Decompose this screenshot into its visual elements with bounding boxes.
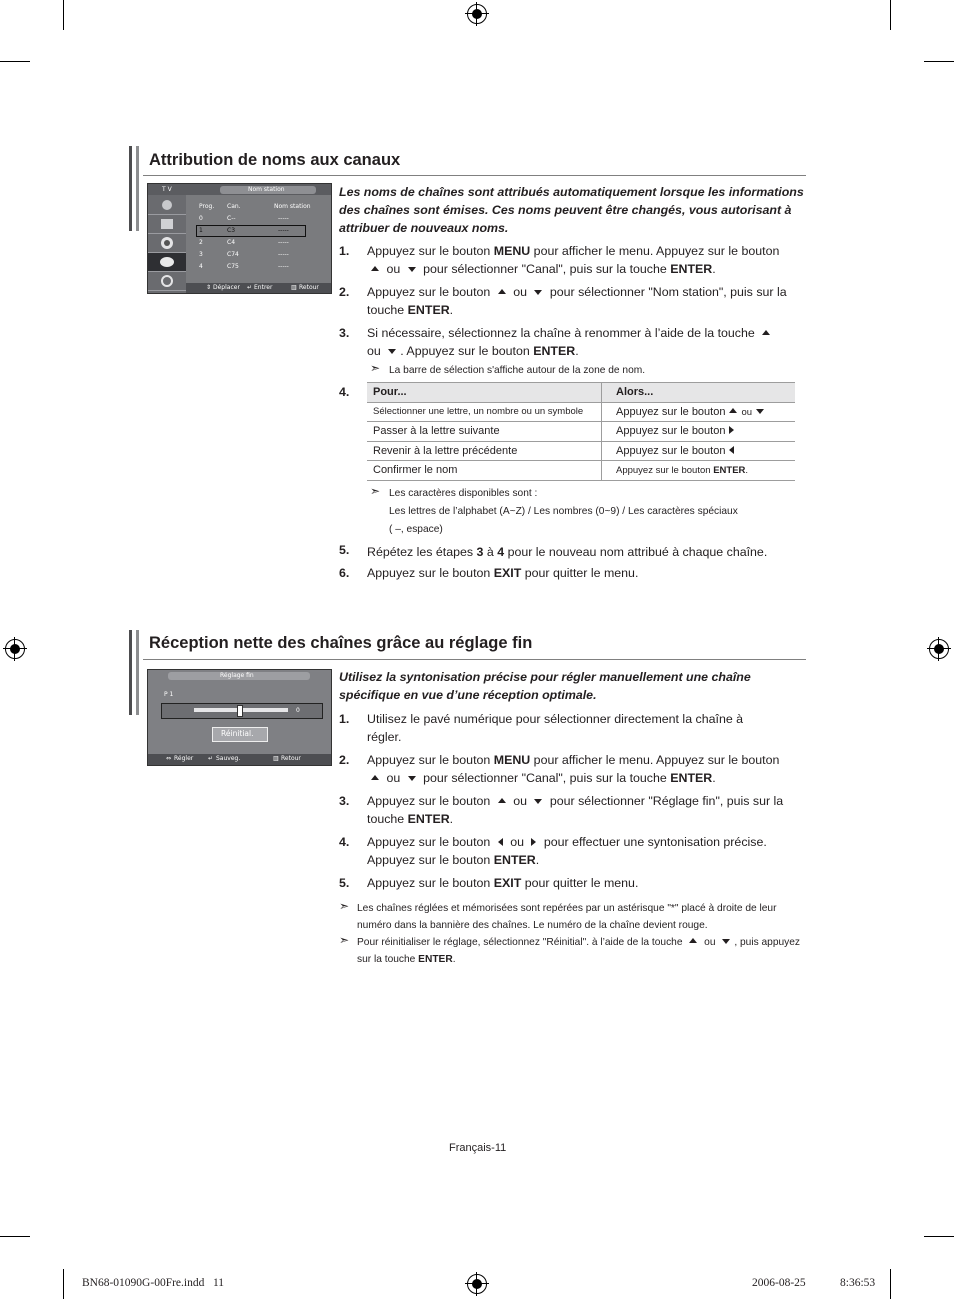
down-arrow-icon bbox=[408, 267, 416, 272]
page-number: Français-11 bbox=[449, 1142, 507, 1154]
screen-title: Nom station bbox=[248, 186, 285, 193]
note-text: Les caractères disponibles sont : bbox=[389, 488, 538, 499]
down-arrow-icon bbox=[388, 349, 396, 354]
return-icon: ▥ bbox=[273, 755, 279, 762]
section-intro: Utilisez la syntonisation précise pour régler manuellement une chaîne spécifique en vue d’une réception optimale. bbox=[339, 670, 751, 702]
table-row bbox=[367, 441, 795, 461]
row-prog: 3 bbox=[199, 251, 203, 258]
crop-mark bbox=[63, 1269, 64, 1299]
note-arrow-icon: ➣ bbox=[339, 933, 350, 947]
crop-mark bbox=[63, 0, 64, 30]
enter-icon: ↵ bbox=[247, 284, 253, 291]
sound-icon bbox=[148, 234, 186, 253]
note-text: ( –, espace) bbox=[389, 524, 443, 535]
row-can: C4 bbox=[227, 239, 236, 246]
note-arrow-icon: ➣ bbox=[370, 361, 381, 375]
left-arrow-icon bbox=[498, 838, 503, 846]
note-text: Les chaînes réglées et mémorisées sont repérées par un astérisque "*" placé à droite de leur numéro dans la bannière des chaînes. Le numéro de la chaîne devient rouge. bbox=[357, 903, 777, 931]
step-number: 4. bbox=[339, 835, 350, 849]
up-arrow-icon bbox=[371, 775, 379, 780]
table-cell-text: Appuyez sur le bouton bbox=[616, 405, 726, 418]
updown-icon: ⇕ bbox=[206, 284, 212, 291]
step-text: Appuyez sur le bouton MENU pour afficher le menu. Appuyez sur le bouton ou pour sélectionner "Canal", puis sur la touche ENTER. bbox=[367, 753, 780, 785]
crop-mark bbox=[924, 61, 954, 62]
screen-tab-label: T V bbox=[162, 186, 172, 193]
picture-icon bbox=[148, 215, 186, 234]
note-text: Pour réinitialiser le réglage, sélectionnez "Réinitial". à l’aide de la touche ou , puis appuyez sur la touche ENTER. bbox=[357, 937, 801, 965]
table-cell bbox=[602, 402, 796, 422]
table-cell: Confirmer le nom bbox=[367, 461, 602, 481]
footer-adjust: Régler bbox=[174, 755, 194, 762]
step-text: Appuyez sur le bouton ou pour sélectionner "Réglage fin", puis sur la touche ENTER. bbox=[367, 794, 784, 826]
reset-label: Réinitial. bbox=[221, 729, 254, 738]
step-number: 6. bbox=[339, 566, 350, 580]
down-arrow-icon bbox=[408, 776, 416, 781]
table-row bbox=[367, 402, 795, 422]
screen-title: Réglage fin bbox=[220, 672, 254, 679]
table-cell: Appuyez sur le bouton ENTER. bbox=[602, 461, 796, 481]
row-can: C74 bbox=[227, 251, 239, 258]
slider-value: 0 bbox=[296, 707, 300, 714]
row-prog: 1 bbox=[199, 227, 203, 234]
step-number: 3. bbox=[339, 794, 350, 808]
row-can: C75 bbox=[227, 263, 239, 270]
registration-mark-icon bbox=[467, 1274, 487, 1294]
leftright-icon: ⇔ bbox=[166, 755, 172, 762]
col-prog: Prog. bbox=[199, 203, 215, 210]
right-arrow-icon bbox=[531, 838, 536, 846]
col-can: Can. bbox=[227, 203, 241, 210]
down-arrow-icon bbox=[534, 799, 542, 804]
down-arrow-icon bbox=[722, 939, 730, 944]
row-can: C3 bbox=[227, 227, 236, 234]
step-number: 2. bbox=[339, 285, 350, 299]
up-arrow-icon bbox=[498, 289, 506, 294]
step-number: 5. bbox=[339, 543, 350, 557]
step-text: Utilisez le pavé numérique pour sélectionner directement la chaîne à régler. bbox=[367, 712, 744, 744]
table-cell-text: Appuyez sur le bouton bbox=[616, 444, 726, 457]
note-text: La barre de sélection s'affiche autour de la zone de nom. bbox=[389, 365, 646, 376]
crop-mark bbox=[0, 61, 30, 62]
footer-save: Sauveg. bbox=[216, 755, 241, 762]
table-cell-text: Appuyez sur le bouton bbox=[616, 464, 711, 476]
antenna-icon bbox=[148, 196, 186, 215]
registration-mark-icon bbox=[5, 639, 25, 659]
section-intro: Les noms de chaînes sont attribués automatiquement lorsque les informations des chaînes sont émises. Ces noms peuvent être changés, vous autorisant à attribuer de nouveaux noms. bbox=[339, 185, 804, 235]
table-cell: Sélectionner une lettre, un nombre ou un symbole bbox=[367, 402, 602, 422]
up-arrow-icon bbox=[729, 408, 737, 413]
step-text: Si nécessaire, sélectionnez la chaîne à renommer à l’aide de la touche ou . Appuyez sur le bouton ENTER. bbox=[367, 324, 787, 360]
row-name: ----- bbox=[278, 239, 289, 246]
section-rule bbox=[143, 175, 806, 176]
step-text: Appuyez sur le bouton MENU pour afficher le menu. Appuyez sur le bouton ou pour sélectionner "Canal", puis sur la touche ENTER. bbox=[367, 244, 780, 276]
registration-mark-icon bbox=[929, 639, 949, 659]
table-row bbox=[367, 461, 795, 481]
registration-mark-icon bbox=[467, 4, 487, 24]
table-cell: Passer à la lettre suivante bbox=[367, 422, 602, 442]
section-title: Attribution de noms aux canaux bbox=[149, 151, 401, 169]
program-number: P 1 bbox=[164, 691, 174, 698]
row-can: C-- bbox=[227, 215, 236, 222]
crop-mark bbox=[0, 1236, 30, 1237]
table-cell-text: Appuyez sur le bouton bbox=[616, 425, 726, 438]
setup-icon bbox=[148, 272, 186, 291]
section-rule bbox=[143, 659, 806, 660]
note-arrow-icon: ➣ bbox=[339, 899, 350, 913]
tv-screen-fine-tune bbox=[147, 669, 332, 766]
step-text: Appuyez sur le bouton ou pour effectuer une syntonisation précise. Appuyez sur le bouton ENTER. bbox=[367, 835, 767, 867]
table-header-row bbox=[367, 383, 795, 403]
up-arrow-icon bbox=[498, 798, 506, 803]
crop-mark bbox=[890, 1269, 891, 1299]
row-prog: 4 bbox=[199, 263, 203, 270]
right-arrow-icon bbox=[729, 426, 734, 434]
footer-move: Déplacer bbox=[213, 284, 240, 291]
table-header: Pour... bbox=[367, 383, 602, 403]
table-cell-text: ou bbox=[741, 406, 753, 418]
down-arrow-icon bbox=[756, 409, 764, 414]
channel-icon bbox=[148, 253, 186, 272]
step-number: 5. bbox=[339, 876, 350, 890]
step-number: 1. bbox=[339, 244, 350, 258]
footer-back: Retour bbox=[299, 284, 319, 291]
selection-highlight bbox=[196, 225, 306, 237]
footer-back: Retour bbox=[281, 755, 301, 762]
step-text: Appuyez sur le bouton EXIT pour quitter le menu. bbox=[367, 566, 639, 580]
file-slug: BN68-01090G-00Fre.indd 11 bbox=[82, 1277, 225, 1289]
row-prog: 0 bbox=[199, 215, 203, 222]
step-text: Répétez les étapes 3 à 4 pour le nouveau nom attribué à chaque chaîne. bbox=[367, 545, 768, 559]
row-prog: 2 bbox=[199, 239, 203, 246]
section-title: Réception nette des chaînes grâce au réglage fin bbox=[149, 634, 533, 652]
row-name: ----- bbox=[278, 251, 289, 258]
save-icon: ↵ bbox=[208, 755, 214, 762]
action-table bbox=[367, 382, 795, 481]
slug-time: 8:36:53 bbox=[840, 1277, 876, 1289]
step-number: 2. bbox=[339, 753, 350, 767]
section-marker bbox=[129, 146, 139, 231]
note-text: Les lettres de l’alphabet (A~Z) / Les nombres (0~9) / Les caractères spéciaux bbox=[389, 506, 738, 517]
table-cell bbox=[602, 422, 796, 442]
left-arrow-icon bbox=[729, 446, 734, 454]
table-row bbox=[367, 422, 795, 442]
tv-screen-name-station bbox=[147, 183, 332, 294]
row-name: ----- bbox=[278, 263, 289, 270]
row-name: ----- bbox=[278, 227, 289, 234]
step-number: 1. bbox=[339, 712, 350, 726]
col-name: Nom station bbox=[274, 203, 311, 210]
slug-date: 2006-08-25 bbox=[752, 1277, 806, 1289]
step-number: 3. bbox=[339, 326, 350, 340]
crop-mark bbox=[924, 1236, 954, 1237]
note-arrow-icon: ➣ bbox=[370, 484, 381, 498]
table-cell: Revenir à la lettre précédente bbox=[367, 441, 602, 461]
footer-enter: Entrer bbox=[254, 284, 273, 291]
return-icon: ▥ bbox=[291, 284, 297, 291]
table-cell-text: ENTER bbox=[713, 464, 746, 476]
up-arrow-icon bbox=[689, 938, 697, 943]
row-name: ----- bbox=[278, 215, 289, 222]
table-header: Alors... bbox=[602, 383, 796, 403]
step-number: 4. bbox=[339, 385, 350, 399]
up-arrow-icon bbox=[371, 266, 379, 271]
down-arrow-icon bbox=[534, 290, 542, 295]
slider-handle bbox=[237, 705, 243, 717]
step-text: Appuyez sur le bouton EXIT pour quitter le menu. bbox=[367, 876, 639, 890]
crop-mark bbox=[890, 0, 891, 30]
up-arrow-icon bbox=[762, 330, 770, 335]
table-cell bbox=[602, 441, 796, 461]
step-text: Appuyez sur le bouton ou pour sélectionner "Nom station", puis sur la touche ENTER. bbox=[367, 285, 787, 317]
section-marker bbox=[129, 630, 139, 715]
